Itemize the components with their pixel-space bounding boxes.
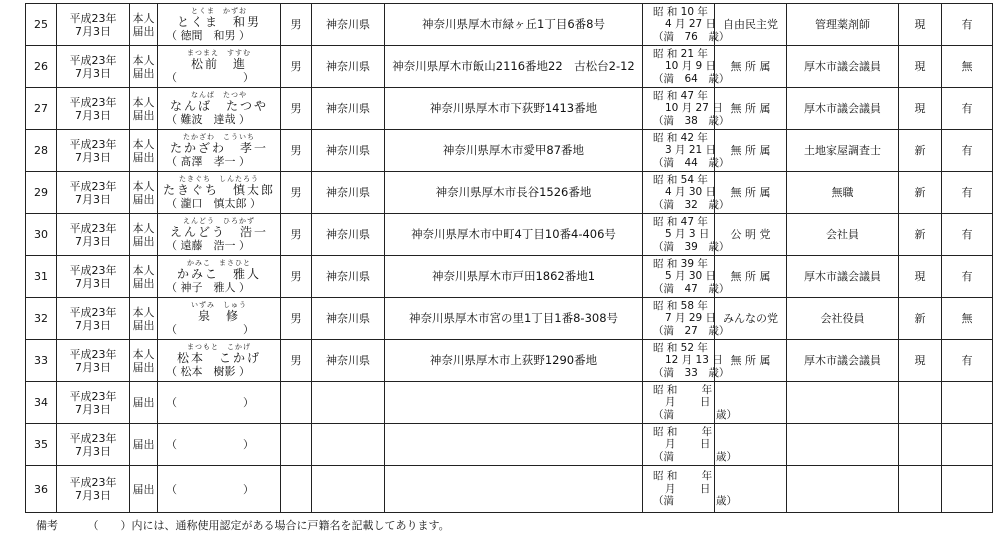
flag-cell: 有: [942, 340, 993, 382]
remarks-text: （ ）内には、通称使用認定がある場合に戸籍名を記載してあります。: [87, 519, 450, 532]
birth-date-cell: [643, 46, 730, 88]
address-cell: 神奈川県厚木市長谷1526番地: [385, 172, 643, 214]
filing-date-day: 7月3日: [75, 150, 111, 164]
remarks-label: 備考: [36, 519, 58, 532]
name-furigana: たかざわ こういち: [183, 133, 255, 141]
flag-cell: [942, 424, 993, 466]
name-furigana: まつもと こかげ: [187, 343, 251, 351]
sex-cell: 男: [281, 88, 312, 130]
prefecture-cell: 神奈川県: [312, 340, 385, 382]
name-furigana: とくま かずお: [191, 7, 247, 15]
filing-type-line2: 届出: [132, 192, 155, 206]
birth-month-day: 10 月 9 日: [665, 60, 717, 73]
prefecture-cell: 神奈川県: [312, 214, 385, 256]
filing-date: [57, 172, 130, 214]
candidate-name-cell: [158, 130, 281, 172]
flag-cell: 有: [942, 88, 993, 130]
filing-type-line2: 届出: [132, 66, 155, 80]
birth-month-day: 月 日: [665, 438, 711, 451]
filing-date-year: 平成23年: [69, 179, 117, 193]
candidate-name: なんば たつや: [169, 99, 268, 113]
birth-month-day: 3 月 21 日: [665, 144, 717, 157]
age: （満 歳）: [653, 408, 737, 421]
candidate-name-cell: [158, 214, 281, 256]
address-cell: 神奈川県厚木市飯山2116番地22 古松台2-12: [385, 46, 643, 88]
prefecture-cell: 神奈川県: [312, 4, 385, 46]
table-row: [26, 256, 993, 298]
registered-name: （ 難波 達哉 ）: [166, 113, 250, 126]
age: （満 47 歳）: [653, 282, 730, 295]
birth-date-cell: [643, 256, 730, 298]
birth-date-cell: [643, 382, 737, 424]
prefecture-cell: 神奈川県: [312, 172, 385, 214]
party-cell: 無 所 属: [715, 340, 787, 382]
occupation-cell: 会社役員: [787, 298, 899, 340]
incumbency-cell: 現: [899, 88, 942, 130]
table-row: [26, 382, 993, 424]
table-row: [26, 172, 993, 214]
filing-date: [57, 382, 130, 424]
birth-month-day: 10 月 27 日: [665, 102, 723, 115]
remarks-note: [36, 517, 450, 533]
row-number: 25: [26, 4, 57, 46]
birth-month-day: 5 月 3 日: [665, 228, 710, 241]
incumbency-cell: [899, 424, 942, 466]
birth-date-cell: [643, 88, 730, 130]
sex-cell: 男: [281, 298, 312, 340]
candidate-name-cell: [158, 466, 281, 513]
filing-type: [130, 382, 158, 424]
filing-date: [57, 298, 130, 340]
flag-cell: 有: [942, 256, 993, 298]
filing-type-line2: 届出: [132, 276, 155, 290]
filing-type-line1: 本人: [132, 263, 155, 277]
sex-cell: 男: [281, 4, 312, 46]
birth-month-day: 4 月 30 日: [665, 186, 717, 199]
name-furigana: まつまえ すすむ: [186, 49, 252, 57]
sex-cell: [281, 424, 312, 466]
candidate-table: [25, 3, 993, 513]
address-cell: 神奈川県厚木市緑ヶ丘1丁目6番8号: [385, 4, 643, 46]
registered-name: （ ）: [166, 323, 254, 336]
filing-date-year: 平成23年: [69, 431, 117, 445]
registered-name: （ ）: [166, 438, 254, 451]
name-furigana: いずみ しゅう: [191, 301, 247, 309]
birth-year: 昭 和 52 年: [653, 341, 708, 354]
filing-date-year: 平成23年: [69, 221, 117, 235]
incumbency-cell: 新: [899, 298, 942, 340]
flag-cell: 有: [942, 130, 993, 172]
birth-year: 昭 和 年: [653, 383, 713, 396]
filing-type-line2: 届出: [132, 482, 155, 496]
filing-type-line1: 本人: [132, 11, 155, 25]
filing-date-day: 7月3日: [75, 66, 111, 80]
prefecture-cell: [312, 424, 385, 466]
filing-type-line1: 本人: [132, 95, 155, 109]
filing-date: [57, 340, 130, 382]
party-cell: 無 所 属: [715, 172, 787, 214]
filing-date-day: 7月3日: [75, 489, 111, 502]
prefecture-cell: [312, 466, 385, 513]
filing-date: [57, 46, 130, 88]
filing-date-year: 平成23年: [69, 476, 117, 489]
registered-name: （ ）: [166, 482, 254, 496]
candidate-name-cell: [158, 298, 281, 340]
table-row: [26, 130, 993, 172]
sex-cell: 男: [281, 340, 312, 382]
address-cell: 神奈川県厚木市戸田1862番地1: [385, 256, 643, 298]
flag-cell: [942, 466, 993, 513]
table-row: [26, 46, 993, 88]
candidate-name: たかざわ 孝一: [169, 141, 268, 155]
sex-cell: [281, 382, 312, 424]
birth-month-day: 月 日: [665, 396, 711, 409]
filing-type: [130, 256, 158, 298]
party-cell: 公 明 党: [715, 214, 787, 256]
filing-type-line1: 本人: [132, 221, 155, 235]
candidate-name: 松前 進: [190, 57, 247, 71]
address-cell: 神奈川県厚木市下荻野1413番地: [385, 88, 643, 130]
filing-date-day: 7月3日: [75, 276, 111, 290]
filing-type: [130, 88, 158, 130]
incumbency-cell: 現: [899, 340, 942, 382]
filing-type-line1: 本人: [132, 53, 155, 67]
candidate-name-cell: [158, 172, 281, 214]
filing-date: [57, 130, 130, 172]
flag-cell: 有: [942, 172, 993, 214]
name-furigana: かみこ まさひと: [187, 259, 251, 267]
registered-name: （ 松本 樹影 ）: [166, 365, 250, 378]
name-furigana: えんどう ひろかず: [183, 217, 255, 225]
filing-date: [57, 424, 130, 466]
occupation-cell: 厚木市議会議員: [787, 88, 899, 130]
address-cell: 神奈川県厚木市上荻野1290番地: [385, 340, 643, 382]
age: （満 76 歳）: [653, 30, 730, 43]
flag-cell: 有: [942, 214, 993, 256]
filing-date-year: 平成23年: [69, 95, 117, 109]
candidate-name-cell: [158, 4, 281, 46]
filing-type: [130, 130, 158, 172]
candidate-name-cell: [158, 340, 281, 382]
prefecture-cell: 神奈川県: [312, 130, 385, 172]
party-cell: 無 所 属: [715, 46, 787, 88]
filing-date: [57, 4, 130, 46]
filing-type-line1: 本人: [132, 137, 155, 151]
filing-date-day: 7月3日: [75, 402, 111, 416]
table-row: [26, 298, 993, 340]
table-row: [26, 340, 993, 382]
flag-cell: 無: [942, 298, 993, 340]
age: （満 39 歳）: [653, 240, 730, 253]
incumbency-cell: [899, 382, 942, 424]
registered-name: （ 瀧口 慎太郎 ）: [166, 197, 261, 210]
table-row: [26, 88, 993, 130]
birth-year: 昭 和 42 年: [653, 131, 708, 144]
party-cell: 自由民主党: [715, 4, 787, 46]
registered-name: （ ）: [166, 71, 254, 84]
row-number: 26: [26, 46, 57, 88]
filing-type-line2: 届出: [132, 396, 155, 409]
filing-type-line2: 届出: [132, 108, 155, 122]
birth-month-day: 12 月 13 日: [665, 354, 723, 367]
birth-year: 昭 和 39 年: [653, 257, 708, 270]
birth-month-day: 月 日: [665, 482, 711, 495]
name-furigana: たきぐち しんたろう: [179, 175, 259, 183]
candidate-table-body: [26, 4, 993, 513]
sex-cell: 男: [281, 256, 312, 298]
occupation-cell: 土地家屋調査士: [787, 130, 899, 172]
candidate-name-cell: [158, 382, 281, 424]
party-cell: 無 所 属: [715, 88, 787, 130]
birth-month-day: 5 月 30 日: [665, 270, 717, 283]
candidate-name-cell: [158, 256, 281, 298]
birth-year: 昭 和 54 年: [653, 173, 708, 186]
filing-type-line2: 届出: [132, 234, 155, 248]
incumbency-cell: 現: [899, 46, 942, 88]
table-row: [26, 4, 993, 46]
birth-year: 昭 和 年: [653, 470, 713, 483]
filing-date: [57, 466, 130, 513]
sex-cell: 男: [281, 214, 312, 256]
flag-cell: [942, 382, 993, 424]
filing-type: [130, 214, 158, 256]
birth-month-day: 4 月 27 日: [665, 18, 717, 31]
candidate-name-cell: [158, 46, 281, 88]
age: （満 歳）: [653, 450, 737, 463]
row-number: 30: [26, 214, 57, 256]
registered-name: （ 髙澤 孝一 ）: [166, 155, 250, 168]
incumbency-cell: 新: [899, 130, 942, 172]
birth-year: 昭 和 47 年: [653, 89, 708, 102]
candidate-name-cell: [158, 424, 281, 466]
filing-date-year: 平成23年: [69, 347, 117, 361]
birth-date-cell: [643, 214, 730, 256]
filing-date-day: 7月3日: [75, 444, 111, 458]
filing-type: [130, 466, 158, 513]
registered-name: （ 神子 雅人 ）: [166, 281, 250, 294]
name-furigana: なんば たつや: [191, 91, 247, 99]
age: （満 32 歳）: [653, 198, 730, 211]
filing-date-day: 7月3日: [75, 360, 111, 374]
party-cell: 無 所 属: [715, 256, 787, 298]
filing-type: [130, 340, 158, 382]
row-number: 32: [26, 298, 57, 340]
filing-type-line1: 本人: [132, 305, 155, 319]
sex-cell: 男: [281, 130, 312, 172]
age: （満 38 歳）: [653, 114, 730, 127]
registered-name: （ 徳間 和男 ）: [166, 29, 250, 42]
address-cell: 神奈川県厚木市宮の里1丁目1番8-308号: [385, 298, 643, 340]
sex-cell: 男: [281, 46, 312, 88]
table-row: [26, 424, 993, 466]
row-number: 35: [26, 424, 57, 466]
row-number: 36: [26, 466, 57, 513]
candidate-name: かみこ 雅人: [176, 267, 261, 281]
incumbency-cell: 新: [899, 172, 942, 214]
party-cell: みんなの党: [715, 298, 787, 340]
candidate-name: とくま 和男: [176, 15, 261, 29]
candidate-name: たきぐち 慎太郎: [162, 183, 275, 197]
filing-type-line2: 届出: [132, 24, 155, 38]
incumbency-cell: 現: [899, 256, 942, 298]
age: （満 27 歳）: [653, 324, 730, 337]
filing-type-line1: 本人: [132, 179, 155, 193]
birth-year: 昭 和 58 年: [653, 299, 708, 312]
prefecture-cell: 神奈川県: [312, 88, 385, 130]
incumbency-cell: 現: [899, 4, 942, 46]
filing-type: [130, 4, 158, 46]
filing-type: [130, 46, 158, 88]
row-number: 28: [26, 130, 57, 172]
row-number: 29: [26, 172, 57, 214]
birth-date-cell: [643, 424, 737, 466]
filing-date-year: 平成23年: [69, 11, 117, 25]
prefecture-cell: 神奈川県: [312, 256, 385, 298]
filing-date-day: 7月3日: [75, 234, 111, 248]
row-number: 33: [26, 340, 57, 382]
registered-name: （ ）: [166, 396, 254, 409]
filing-date: [57, 214, 130, 256]
age: （満 44 歳）: [653, 156, 730, 169]
prefecture-cell: [312, 382, 385, 424]
flag-cell: 有: [942, 4, 993, 46]
occupation-cell: 会社員: [787, 214, 899, 256]
age: （満 33 歳）: [653, 366, 730, 379]
filing-date-day: 7月3日: [75, 192, 111, 206]
address-cell: 神奈川県厚木市中町4丁目10番4-406号: [385, 214, 643, 256]
prefecture-cell: 神奈川県: [312, 298, 385, 340]
candidate-name: えんどう 浩一: [169, 225, 268, 239]
filing-type-line2: 届出: [132, 150, 155, 164]
birth-year: 昭 和 年: [653, 425, 713, 438]
occupation-cell: [787, 382, 899, 424]
birth-year: 昭 和 21 年: [653, 47, 708, 60]
candidate-name-cell: [158, 88, 281, 130]
row-number: 31: [26, 256, 57, 298]
filing-type-line2: 届出: [132, 360, 155, 374]
incumbency-cell: 新: [899, 214, 942, 256]
table-row: [26, 466, 993, 513]
address-cell: [385, 466, 643, 513]
age: （満 64 歳）: [653, 72, 730, 85]
row-number: 27: [26, 88, 57, 130]
address-cell: [385, 424, 643, 466]
filing-type: [130, 172, 158, 214]
sex-cell: 男: [281, 172, 312, 214]
address-cell: [385, 382, 643, 424]
registered-name: （ 遠藤 浩一 ）: [166, 239, 250, 252]
filing-date-year: 平成23年: [69, 53, 117, 67]
table-row: [26, 214, 993, 256]
birth-date-cell: [643, 172, 730, 214]
filing-date-day: 7月3日: [75, 108, 111, 122]
candidate-name: 松本 こかげ: [176, 351, 261, 365]
occupation-cell: [787, 466, 899, 513]
filing-date-year: 平成23年: [69, 263, 117, 277]
filing-date-year: 平成23年: [69, 305, 117, 319]
occupation-cell: 無職: [787, 172, 899, 214]
age: （満 歳）: [653, 495, 737, 508]
birth-date-cell: [643, 298, 730, 340]
occupation-cell: 厚木市議会議員: [787, 340, 899, 382]
filing-type: [130, 424, 158, 466]
birth-year: 昭 和 10 年: [653, 5, 708, 18]
occupation-cell: 厚木市議会議員: [787, 256, 899, 298]
address-cell: 神奈川県厚木市愛甲87番地: [385, 130, 643, 172]
occupation-cell: [787, 424, 899, 466]
birth-year: 昭 和 47 年: [653, 215, 708, 228]
filing-date-day: 7月3日: [75, 318, 111, 332]
filing-type: [130, 298, 158, 340]
filing-date-year: 平成23年: [69, 137, 117, 151]
birth-date-cell: [643, 4, 730, 46]
filing-type-line2: 届出: [132, 438, 155, 451]
party-cell: 無 所 属: [715, 130, 787, 172]
birth-date-cell: [643, 130, 730, 172]
birth-date-cell: [643, 340, 730, 382]
filing-date-day: 7月3日: [75, 24, 111, 38]
occupation-cell: 管理薬剤師: [787, 4, 899, 46]
birth-date-cell: [643, 466, 737, 513]
incumbency-cell: [899, 466, 942, 513]
prefecture-cell: 神奈川県: [312, 46, 385, 88]
filing-date-year: 平成23年: [69, 389, 117, 403]
filing-date: [57, 88, 130, 130]
candidate-name: 泉 修: [197, 309, 240, 323]
occupation-cell: 厚木市議会議員: [787, 46, 899, 88]
filing-date: [57, 256, 130, 298]
birth-month-day: 7 月 29 日: [665, 312, 717, 325]
filing-type-line1: 本人: [132, 347, 155, 361]
flag-cell: 無: [942, 46, 993, 88]
sex-cell: [281, 466, 312, 513]
row-number: 34: [26, 382, 57, 424]
filing-type-line2: 届出: [132, 318, 155, 332]
